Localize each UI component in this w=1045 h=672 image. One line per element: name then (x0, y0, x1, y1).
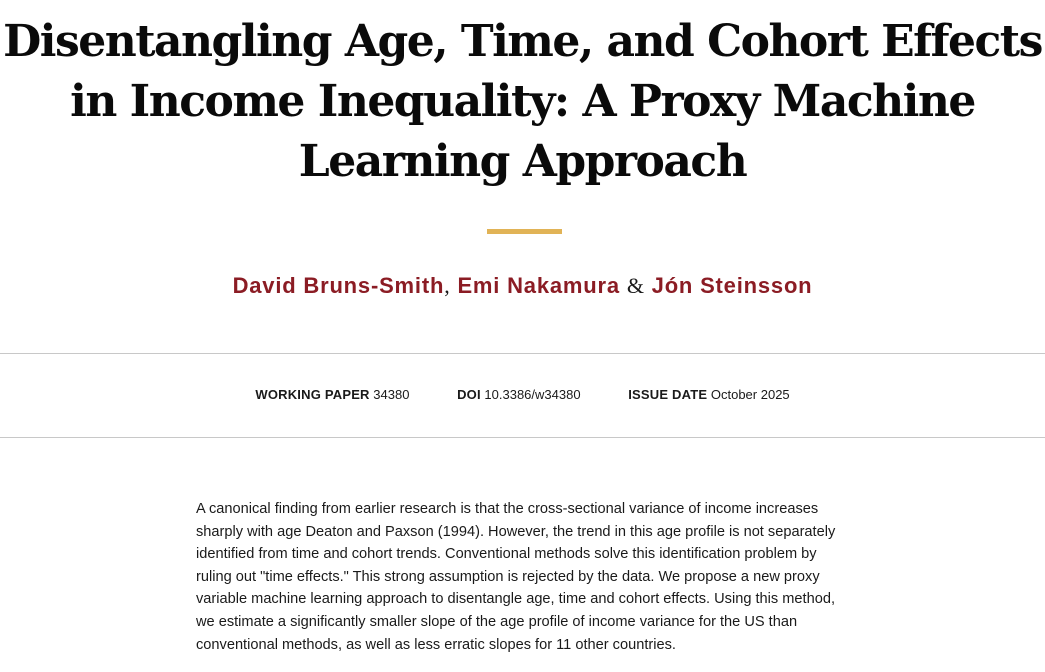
meta-bottom-divider (0, 437, 1045, 438)
working-paper-meta (255, 385, 409, 405)
author-separator-comma: , (444, 273, 451, 298)
issue-date-meta (628, 385, 789, 405)
author-link-steinsson[interactable]: Jón Steinsson (651, 273, 813, 298)
meta-top-divider (0, 353, 1045, 354)
doi-meta (457, 385, 581, 405)
working-paper-label: WORKING PAPER (255, 387, 370, 402)
author-link-bruns-smith[interactable]: David Bruns-Smith (232, 273, 445, 298)
issue-date-label: ISSUE DATE (628, 387, 708, 402)
working-paper-number: 34380 (373, 387, 410, 402)
paper-meta-bar (0, 385, 1045, 405)
author-list (0, 270, 1045, 302)
abstract-text: A canonical finding from earlier research is that the cross-sectional variance of income increases sharply with age Deaton and Paxson (1994). However, the trend in this age profile is not separately identified from time and cohort trends. Conventional methods solve this identification problem by ruling out "time effects." This strong assumption is rejected by the data. We propose a new proxy variable machine learning approach to disentangle age, time and cohort effects. Using this method, we estimate a significantly smaller slope of the age profile of income variance for the US than conventional methods, as well as less erratic slopes for 11 other countries. (196, 501, 836, 653)
doi-value: 10.3386/w34380 (484, 387, 581, 402)
paper-title: Disentangling Age, Time, and Cohort Effects in Income Inequality: A Proxy Machine Learning Approach (3, 16, 1042, 187)
accent-divider (487, 229, 562, 234)
author-link-nakamura[interactable]: Emi Nakamura (457, 273, 620, 298)
issue-date-value: October 2025 (710, 387, 790, 402)
doi-label: DOI (457, 387, 481, 402)
author-separator-ampersand: & (626, 273, 645, 298)
